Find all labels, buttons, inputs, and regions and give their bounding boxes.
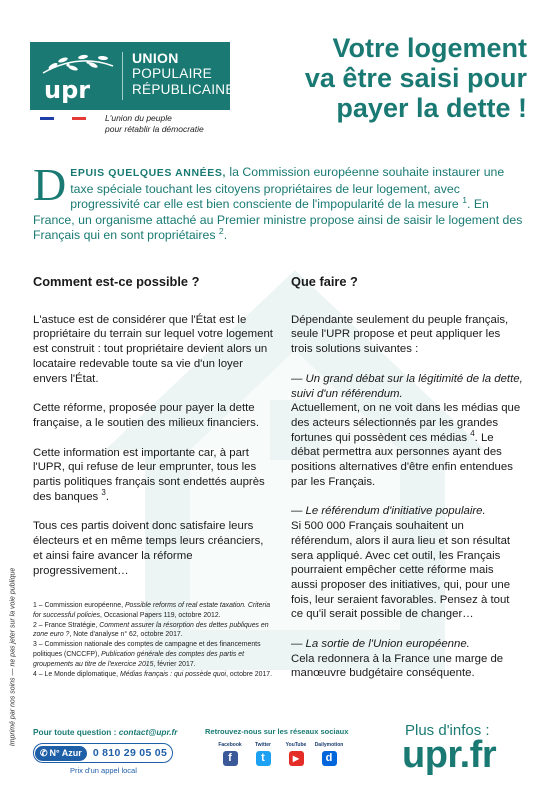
footnote-1-source: 1 – Commission européenne, [33,602,125,609]
logo-short: upr [44,76,91,104]
intro-paragraph [33,159,528,244]
upr-logo [30,42,235,110]
flag-red-bar [72,117,86,120]
youtube-icon: ▶ [289,751,304,766]
left-paragraph-2: Cette réforme, proposée pour payer la dette française, a le soutien des milieux financiers. [33,402,260,429]
vertical-notice-text: Imprimé par nos soins — ne pas jeter sur la voie publique [9,567,17,747]
intro-smallcaps: EPUIS QUELQUES ANNÉES, [70,167,226,179]
solution-1-ref: 4 [470,428,475,438]
logo-name [132,50,235,98]
vertical-notice [8,552,18,762]
solution-3 [291,637,523,681]
left-heading: Comment est-ce possible ? [33,274,200,289]
contact-label: Pour toute question : [33,727,119,737]
left-paragraph-1: L'astuce est de considérer que l'État est le propriétaire du terrain sur lequel votre logement est construit : tout propriétaire devient alors un locataire redevable toute sa vie d'un loyer envers l'État. [33,313,273,385]
intro-ref-2: 2 [218,226,224,237]
footnote [33,640,278,669]
phone-icon: ✆ [40,747,48,758]
left-paragraph-3 [33,446,273,505]
left-p3-ref: 3 [101,487,106,497]
solution-1-title: — Un grand débat sur la légitimité de la dette, suivi d'un référendum. [291,372,523,400]
solution-2-title: — Le référendum d'initiative populaire. [291,505,486,518]
logo-line-2: POPULAIRE [132,66,212,81]
website-link[interactable]: upr.fr [402,734,497,776]
logo-line-1: UNION [132,50,179,66]
footnote-3-title: Publication générale des comptes des partis et groupements au titre de l'exercice 2015 [33,650,245,668]
solution-2-text: Si 500 000 Français souhaitent un référendum, alors il aura lieu et son résultat sera appliqué. Avec cet outil, les Français pourraient empêcher cette réforme mais aussi proposer des initiatives, qui, pour une fois, leur seraient favorables. Pensez à tout ce qu'il serait possible de changer… [291,520,511,621]
flag-blue-bar [40,117,54,120]
title-line-2: va être saisi pour [304,63,527,93]
footnote-2-details: , Note d'analyse n° 62, octobre 2017. [69,631,183,639]
footnote [33,621,278,641]
intro-ref-1: 1 [462,195,467,206]
intro-text-1: la Commission européenne souhaite instaurer une taxe spéciale touchant les citoyens propriétaires de leur logement, avec progressivité car elle est bien consciente de l'impopularité de la mesure [70,165,505,212]
footnote-2-source: 2 – France Stratégie, [33,621,100,629]
title-line-3: payer la dette ! [336,93,527,123]
intro-text-3: . [223,228,228,243]
social-title: Retrouvez-nous sur les réseaux sociaux [205,727,349,736]
twitter-icon: t [256,751,271,766]
tagline-line-1: L'union du peuple [105,113,172,123]
intro-text-2: . En France, un organisme attaché au Premier ministre propose ainsi de saisir le logement des Français qui en sont propriétaires [33,197,523,243]
footnote [33,670,278,680]
twitter-label: Twitter [254,742,272,748]
title-line-1: Votre logement [332,33,527,63]
left-p3-text: Cette information est importante car, à part l'UPR, qui refuse de leur emprunter, tous les partis politiques français sont endettés auprès des banques [33,446,265,503]
contact-line [33,727,178,737]
solution-3-title: — La sortie de l'Union européenne. [291,638,470,651]
footnote [33,601,278,621]
call-price: Prix d'un appel local [70,766,137,775]
phone-number: 0 810 29 05 05 [92,747,168,759]
footnote-3-details: , février 2017. [153,660,196,668]
youtube-label: YouTube [285,742,307,748]
footnote-1-details: , Occasional Papers 119, octobre 2012. [100,611,221,619]
logo-divider [122,52,123,100]
footnote-1-title: Possible reforms of real estate taxation. Criteria for successful policies [33,602,271,619]
contact-email-link[interactable]: contact@upr.fr [118,727,178,737]
solution-1-text-end: . Le débat permettra aux personnes ayant des positions alternatives d'être enfin entendues par les Français. [291,431,513,488]
right-heading: Que faire ? [291,274,358,289]
right-paragraph-1: Dépendante seulement du peuple français, seule l'UPR propose et peut appliquer les trois solutions suivantes : [291,313,509,356]
dailymotion-label: Dailymotion [314,742,344,748]
dailymotion-link[interactable] [309,742,349,766]
footnote-4-title: Médias français : qui possède quoi [119,670,227,678]
facebook-icon: f [223,751,238,766]
dailymotion-icon: d [322,751,337,766]
facebook-label: Facebook [218,742,242,748]
solution-2 [291,504,523,622]
right-column [291,275,523,696]
solution-3-text: Cela redonnera à la France une marge de manœuvre budgétaire conséquente. [291,652,504,680]
left-column [33,275,273,593]
drop-cap: D [33,159,67,210]
footnote-3-source: 3 – Commission nationale des comptes de campagne et des financements politiques (CNCCFP), [33,641,261,658]
tagline-line-2: pour rétablir la démocratie [105,124,204,134]
logo-line-3: RÉPUBLICAINE [132,82,235,97]
tagline [105,113,204,135]
page-title [247,33,527,123]
olive-branch-icon [38,48,118,78]
azur-label: N° Azur [49,748,82,758]
phone-number-box[interactable] [33,743,173,763]
left-p3-end: . [105,490,110,503]
left-paragraph-4: Tous ces partis doivent donc satisfaire leurs électeurs et en même temps leurs créanciers, et ainsi faire avancer la réforme progressivement… [33,520,264,577]
footnote-4-details: , octobre 2017. [226,670,273,678]
footnotes [33,601,278,679]
more-info-label: Plus d'infos : [405,722,490,739]
footnote-2-title: Comment assurer la résorption des dettes publiques en zone euro ? [33,621,269,639]
azur-badge [35,746,87,761]
footnote-4-source: 4 – Le Monde diplomatique, [33,670,120,678]
solution-1 [291,372,523,490]
solution-1-text: Actuellement, on ne voit dans les médias que des acteurs sélectionnés par les grandes fortunes qui possèdent ces médias [291,402,521,444]
